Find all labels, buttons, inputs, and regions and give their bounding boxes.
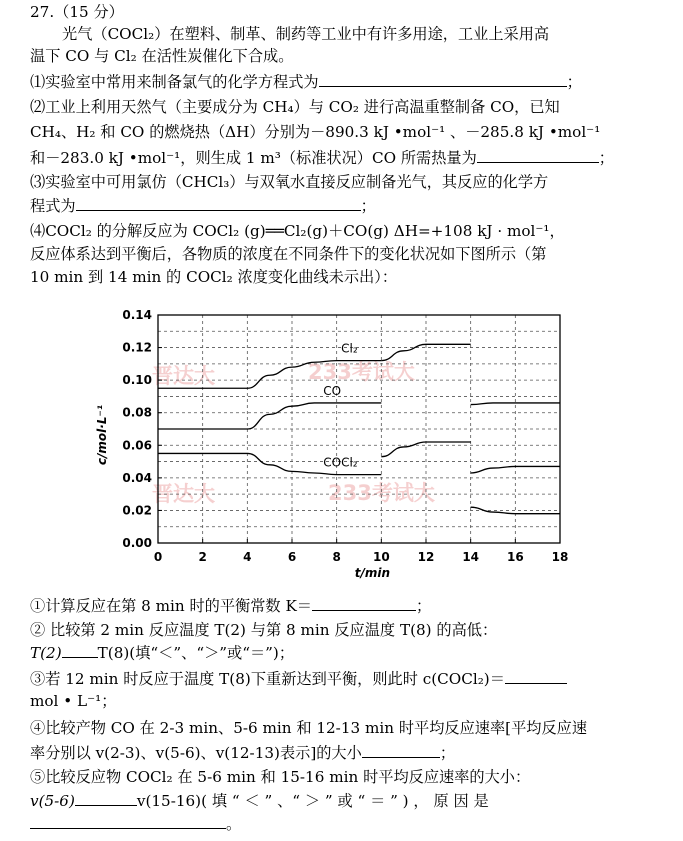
question-2-line-2: CH₄、H₂ 和 CO 的燃烧热（ΔH）分别为－890.3 kJ •mol⁻¹ 、－285.8 kJ •mol⁻¹ — [30, 123, 601, 141]
series-label-co: CO — [323, 383, 342, 398]
problem-number: 27. — [30, 3, 55, 21]
y-tick-label: 0.12 — [122, 340, 152, 355]
x-tick-label: 8 — [332, 550, 341, 564]
answer-blank-q2[interactable] — [477, 148, 599, 163]
x-tick-label: 0 — [153, 550, 163, 564]
sub-question-3-line-1 — [30, 669, 567, 688]
answer-blank-sub5a[interactable] — [75, 791, 137, 806]
question-2-end: ； — [598, 149, 614, 167]
question-2-line-1: ⑵工业上利用天然气（主要成分为 CH₄）与 CO₂ 进行高温重整制备 CO，已知 — [30, 98, 560, 116]
x-tick-label: 2 — [198, 550, 207, 564]
answer-blank-sub1[interactable] — [312, 596, 416, 611]
question-3-end: ； — [360, 197, 376, 215]
watermark-text: 233考试大 — [308, 360, 415, 384]
y-tick-label: 0.02 — [122, 503, 152, 518]
series-line-co — [158, 403, 381, 429]
intro-line-2: 温下 CO 与 Cl₂ 在活性炭催化下合成。 — [30, 47, 294, 65]
sub-question-2-text: T(8)(填“＜”、“＞”或“＝”)； — [97, 644, 295, 662]
x-tick-label: 18 — [551, 550, 569, 564]
question-1 — [30, 72, 582, 91]
x-tick-label: 6 — [287, 550, 297, 564]
x-tick-label: 10 — [372, 550, 390, 564]
sub-question-2-line-1: ② 比较第 2 min 反应温度 T(2) 与第 8 min 反应温度 T(8) 的高低： — [30, 621, 498, 639]
question-4-line-3: 10 min 到 14 min 的 COCl₂ 浓度变化曲线未示出）： — [30, 268, 398, 286]
sub-question-2-line-2 — [30, 643, 294, 662]
y-axis-label: c/mol·L⁻¹ — [95, 404, 109, 466]
watermark-text: 晋达大 — [152, 482, 215, 506]
sub-question-4-end: ； — [439, 744, 455, 762]
y-tick-label: 0.04 — [122, 470, 152, 485]
sub-question-1-end: ； — [416, 597, 432, 615]
x-tick-label: 12 — [417, 550, 435, 564]
series-label-cl2: Cl₂ — [341, 341, 358, 356]
sub-question-4-line-1: ④比较产物 CO 在 2-3 min、5-6 min 和 12-13 min 时平均反应速率[平均反应速 — [30, 719, 588, 737]
sub-question-1 — [30, 596, 431, 615]
sub-question-2-t2: T(2) — [30, 644, 62, 662]
sub-question-3-line-2: mol • L⁻¹； — [30, 692, 117, 710]
problem-points: （15 分） — [54, 3, 124, 21]
answer-blank-sub2[interactable] — [62, 643, 98, 658]
y-tick-label: 0.08 — [122, 405, 152, 420]
answer-blank-q3[interactable] — [76, 196, 361, 211]
question-2-text: 和－283.0 kJ •mol⁻¹，则生成 1 m³（标准状况）CO 所需热量为 — [30, 149, 477, 167]
y-tick-label: 0.14 — [122, 308, 152, 322]
sub-question-5-line-2 — [30, 791, 489, 810]
series-line-co — [471, 403, 560, 405]
sub-question-1-text: ①计算反应在第 8 min 时的平衡常数 K＝ — [30, 597, 312, 615]
concentration-chart — [92, 297, 582, 592]
question-2-line-3 — [30, 148, 614, 167]
question-3-line-1: ⑶实验室中可用氯仿（CHCl₃）与双氧水直接反应制备光气，其反应的化学方 — [30, 173, 549, 191]
question-3-text: 程式为 — [30, 197, 76, 215]
sub-question-3-text: ③若 12 min 时反应于温度 T(8)下重新达到平衡，则此时 c(COCl₂)＝ — [30, 670, 505, 688]
sub-question-4-line-2 — [30, 743, 455, 762]
sub-question-5-v56: v(5-6) — [30, 792, 75, 810]
question-4-line-2: 反应体系达到平衡后，各物质的浓度在不同条件下的变化状况如下图所示（第 — [30, 245, 547, 263]
watermark-text: 晋达大 — [152, 364, 215, 388]
watermark-text: 233考试大 — [328, 481, 435, 505]
x-tick-label: 16 — [506, 550, 524, 564]
question-1-text: ⑴实验室中常用来制备氯气的化学方程式为 — [30, 73, 319, 91]
problem-header — [30, 3, 124, 21]
x-axis-label: t/min — [354, 566, 391, 580]
intro-line-1: 光气（COCl₂）在塑料、制革、制药等工业中有许多用途，工业上采用高 — [62, 25, 550, 43]
answer-blank-q1[interactable] — [319, 72, 567, 87]
y-tick-label: 0.00 — [122, 536, 152, 550]
answer-blank-sub5b[interactable] — [30, 814, 226, 829]
sub-question-5-line-1: ⑤比较反应物 COCl₂ 在 5-6 min 和 15-16 min 时平均反应速率的大小： — [30, 768, 531, 786]
series-label-cocl2: COCl₂ — [323, 455, 358, 470]
y-tick-label: 0.06 — [122, 438, 152, 453]
sub-question-5-line-3 — [30, 814, 241, 833]
answer-blank-sub3[interactable] — [505, 669, 567, 684]
x-tick-label: 4 — [243, 550, 252, 564]
sub-question-5-end: 。 — [226, 815, 242, 833]
question-1-end: ； — [566, 73, 582, 91]
sub-question-4-text: 率分别以 v(2-3)、v(5-6)、v(12-13)表示]的大小 — [30, 744, 362, 762]
sub-question-5-text: v(15-16)( 填 “ ＜ ” 、“ ＞ ” 或 “ ＝ ” ) ， 原 因 是 — [136, 792, 489, 810]
question-3-line-2 — [30, 196, 376, 215]
question-4-line-1: ⑷COCl₂ 的分解反应为 COCl₂ (g)══Cl₂(g)＋CO(g) ΔH=+108 kJ · mol⁻¹， — [30, 222, 565, 240]
x-tick-label: 14 — [462, 550, 480, 564]
answer-blank-sub4[interactable] — [362, 743, 440, 758]
y-tick-label: 0.10 — [122, 373, 152, 388]
